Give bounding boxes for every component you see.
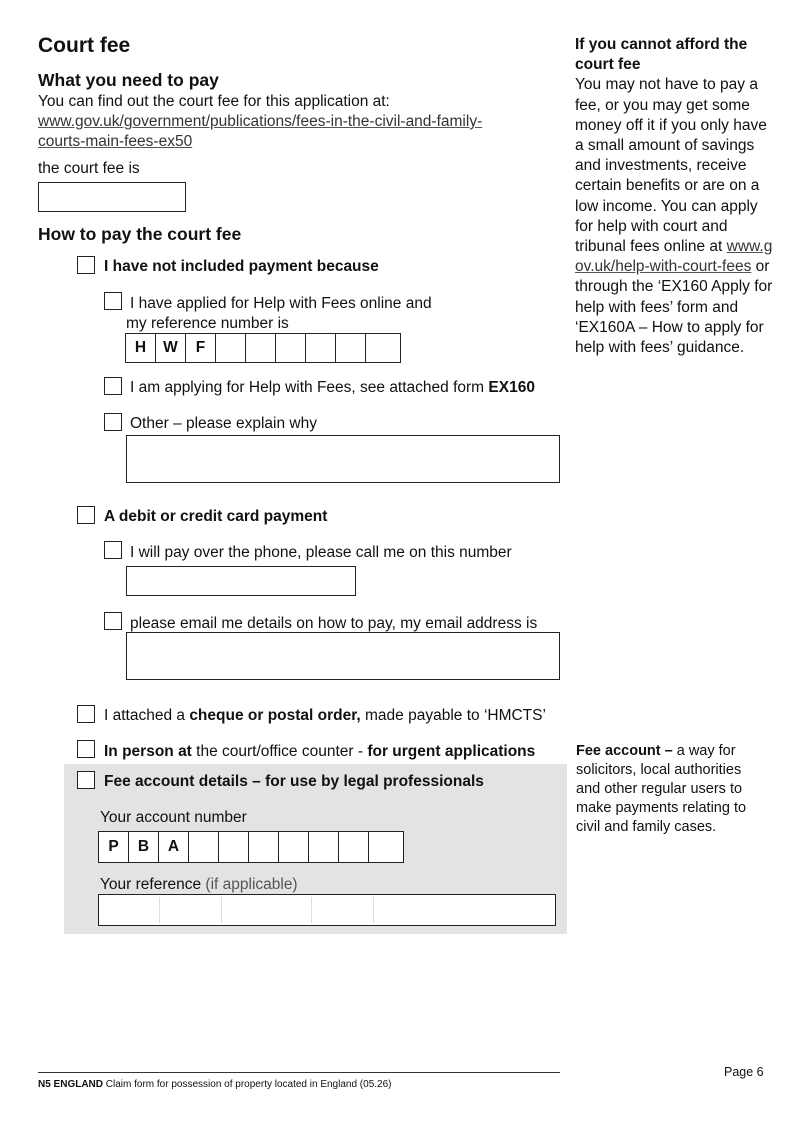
help-with-fees-link[interactable]: www.gov.uk/help-with-court-fees [575, 238, 773, 276]
hwf-cell[interactable] [306, 334, 336, 362]
other-explain-input[interactable] [126, 435, 560, 483]
hwf-cell: H [126, 334, 156, 362]
hwf-cell[interactable] [336, 334, 366, 362]
afford-help-panel [575, 35, 775, 358]
hwf-cell[interactable] [276, 334, 306, 362]
card-payment-checkbox[interactable] [77, 506, 95, 524]
other-label: Other – please explain why [130, 415, 317, 432]
pba-cell[interactable] [339, 832, 369, 862]
cheque-label: I attached a cheque or postal order, made payable to ‘HMCTS’ [104, 707, 546, 724]
afford-heading: If you cannot afford the court fee [575, 36, 748, 74]
footer-form-title: N5 ENGLAND Claim form for possession of property located in England (05.26) [38, 1079, 392, 1090]
hwf-cell[interactable] [366, 334, 396, 362]
court-fee-is-label: the court fee is [38, 160, 140, 177]
pba-cell[interactable] [309, 832, 339, 862]
footer-divider [38, 1072, 560, 1073]
hwf-cell[interactable] [246, 334, 276, 362]
phone-checkbox[interactable] [104, 541, 122, 559]
court-fee-input[interactable] [38, 182, 186, 212]
other-checkbox[interactable] [104, 413, 122, 431]
pba-cell[interactable] [249, 832, 279, 862]
phone-label: I will pay over the phone, please call me on this number [130, 544, 512, 561]
applying-help-checkbox[interactable] [104, 377, 122, 395]
pba-cell: P [99, 832, 129, 862]
fee-account-info: Fee account – a way for solicitors, local authorities and other regular users to make payments relating to civil and family cases. [576, 743, 747, 835]
help-online-label-line1: I have applied for Help with Fees online and [130, 295, 432, 312]
pba-cell[interactable] [369, 832, 399, 862]
hwf-cell[interactable] [216, 334, 246, 362]
pba-account-input[interactable] [98, 831, 404, 863]
email-address-input[interactable] [126, 632, 560, 680]
page-title: Court fee [38, 34, 131, 57]
help-online-checkbox[interactable] [104, 292, 122, 310]
card-payment-label: A debit or credit card payment [104, 508, 328, 525]
reference-label: Your reference (if applicable) [100, 876, 298, 893]
phone-number-input[interactable] [126, 566, 356, 596]
account-number-label: Your account number [100, 809, 247, 826]
pba-cell[interactable] [189, 832, 219, 862]
fee-account-checkbox[interactable] [77, 771, 95, 789]
pba-cell: A [159, 832, 189, 862]
find-fee-text: You can find out the court fee for this application at: [38, 93, 390, 110]
hwf-reference-input[interactable] [125, 333, 401, 363]
fee-link-line1[interactable]: www.gov.uk/government/publications/fees-in-the-civil-and-family- [38, 113, 483, 130]
hwf-cell: F [186, 334, 216, 362]
fee-link-line2[interactable]: courts-main-fees-ex50 [38, 133, 193, 150]
in-person-label: In person at the court/office counter - for urgent applications [104, 743, 536, 760]
email-checkbox[interactable] [104, 612, 122, 630]
not-included-checkbox[interactable] [77, 256, 95, 274]
pba-cell[interactable] [279, 832, 309, 862]
email-label: please email me details on how to pay, my email address is [130, 615, 538, 632]
pba-cell: B [129, 832, 159, 862]
help-online-label-line2: my reference number is [126, 315, 289, 332]
pba-cell[interactable] [219, 832, 249, 862]
reference-input[interactable] [98, 894, 556, 926]
how-to-pay-heading: How to pay the court fee [38, 224, 242, 244]
fee-account-label: Fee account details – for use by legal professionals [104, 773, 484, 790]
in-person-checkbox[interactable] [77, 740, 95, 758]
hwf-cell: W [156, 334, 186, 362]
what-you-need-heading: What you need to pay [38, 70, 219, 90]
not-included-label: I have not included payment because [104, 258, 379, 275]
afford-text: You may not have to pay a fee, or you may get some money off it if you only have a small amount of savings and investments, receive certain benefits or are on a low income. You can apply for help with court and tribunal fees online at www.gov.uk/help-with-court-fees or through the ‘EX160 Apply for help with fees’ form and ‘EX160A – How to apply for help with fees’ guidance. [575, 76, 773, 357]
cheque-checkbox[interactable] [77, 705, 95, 723]
applying-help-label: I am applying for Help with Fees, see attached form EX160 [130, 379, 535, 396]
form-ex160: EX160 [488, 379, 535, 396]
page-number: Page 6 [724, 1065, 764, 1079]
